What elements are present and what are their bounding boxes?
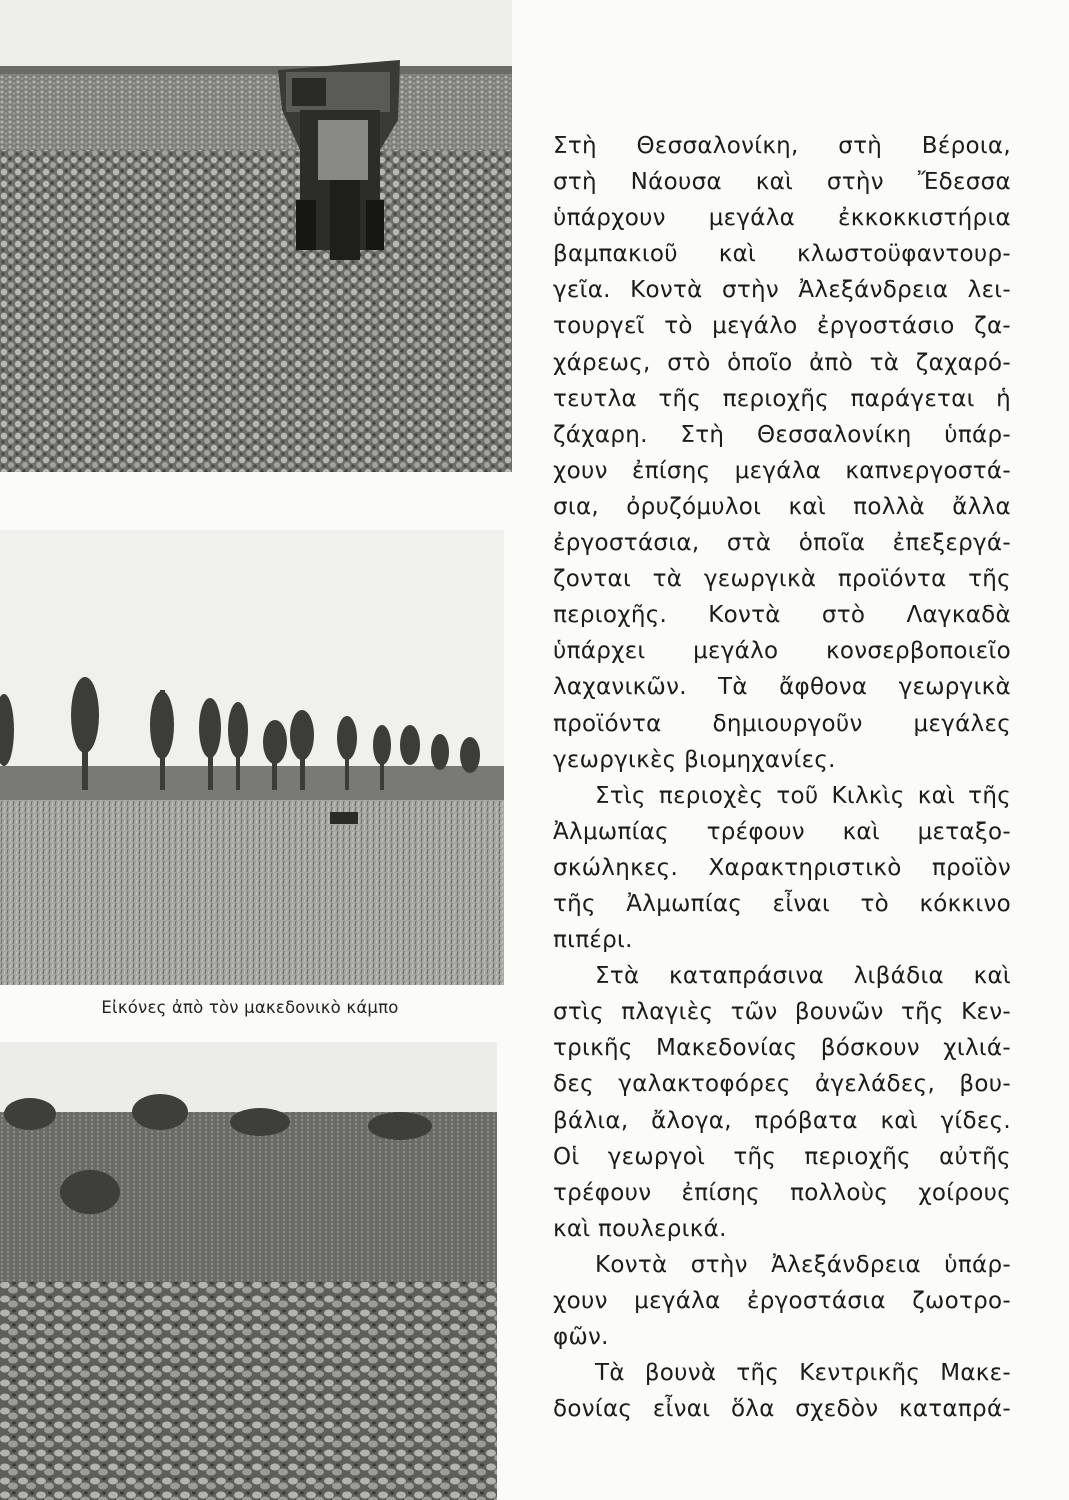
text-line: προϊόντα δημιουργοῦν μεγάλες [553, 710, 1011, 737]
text-line: Στὴ Θεσσαλονίκη, στὴ Βέροια, [553, 133, 1011, 159]
text-line: Οἱ γεωργοὶ τῆς περιοχῆς αὐτῆς [553, 1143, 1011, 1170]
text-line: χάρεως, στὸ ὁποῖο ἀπὸ τὰ ζαχαρό- [553, 349, 1011, 376]
text-line: γεωργικὲς βιομηχανίες. [553, 746, 836, 773]
text-line: δες γαλακτοφόρες ἀγελάδες, βου- [553, 1071, 1011, 1098]
photo-harvester-field [0, 0, 512, 472]
text-line: ζάχαρη. Στὴ Θεσσαλονίκη ὑπάρ- [553, 421, 1011, 448]
text-line: Στὰ καταπράσινα λιβάδια καὶ [595, 963, 1011, 990]
text-line: βαμπακιοῦ καὶ κλωστοϋφαντουρ- [553, 241, 1011, 268]
text-line: βάλια, ἄλογα, πρόβατα καὶ γίδες. [553, 1107, 1011, 1134]
text-line: Τὰ βουνὰ τῆς Κεντρικῆς Μακε- [595, 1360, 1011, 1387]
text-line: τευτλα τῆς περιοχῆς παράγεται ἡ [553, 385, 1011, 412]
paragraph [553, 128, 1011, 778]
text-line: λαχανικῶν. Τὰ ἄφθονα γεωργικὰ [553, 674, 1011, 701]
paragraph [553, 958, 1011, 1247]
photo-caption: Εἰκόνες ἀπὸ τὸν μακεδονικὸ κάμπο [101, 998, 399, 1017]
text-line: Κοντὰ στὴν Ἀλεξάνδρεια ὑπάρ- [595, 1251, 1011, 1278]
text-line: φῶν. [553, 1324, 609, 1351]
text-line: τρέφουν ἐπίσης πολλοὺς χοίρους [553, 1179, 1011, 1206]
text-line: γεῖα. Κοντὰ στὴν Ἀλεξάνδρεια λει- [553, 277, 1011, 304]
photo-tree-line-field [0, 530, 504, 985]
text-line: περιοχῆς. Κοντὰ στὸ Λαγκαδὰ [553, 602, 1011, 629]
text-line: σκώληκες. Χαρακτηριστικὸ προϊὸν [553, 854, 1011, 881]
text-line: ἐργοστάσια, στὰ ὁποῖα ἐπεξεργά- [553, 530, 1011, 557]
body-text [553, 128, 1011, 1427]
text-line: τῆς Ἀλμωπίας εἶναι τὸ κόκκινο [553, 890, 1011, 917]
paragraph [553, 778, 1011, 958]
text-line: τρικῆς Μακεδονίας βόσκουν χιλιά- [553, 1035, 1011, 1062]
text-line: ὑπάρχουν μεγάλα ἐκκοκκιστήρια [553, 205, 1011, 232]
paragraph [553, 1355, 1011, 1427]
photo-crop-field-shrubs [0, 1042, 497, 1500]
text-line: ζονται τὰ γεωργικὰ προϊόντα τῆς [553, 566, 1011, 593]
text-line: Ἀλμωπίας τρέφουν καὶ μεταξο- [553, 818, 1011, 845]
text-line: ὑπάρχει μεγάλο κονσερβοποιεῖο [553, 638, 1011, 665]
text-line: χουν μεγάλα ἐργοστάσια ζωοτρο- [553, 1288, 1011, 1314]
text-line: δονίας εἶναι ὅλα σχεδὸν καταπρά- [553, 1396, 1011, 1423]
text-line: χουν ἐπίσης μεγάλα καπνεργοστά- [553, 457, 1011, 484]
text-line: πιπέρι. [553, 927, 633, 954]
text-line: καὶ πουλερικά. [553, 1215, 727, 1242]
text-line: Στὶς περιοχὲς τοῦ Κιλκὶς καὶ τῆς [595, 782, 1011, 809]
text-line: στὶς πλαγιὲς τῶν βουνῶν τῆς Κεν- [553, 999, 1011, 1026]
paragraph [553, 1247, 1011, 1355]
text-line: τουργεῖ τὸ μεγάλο ἐργοστάσιο ζα- [553, 313, 1011, 340]
text-line: σια, ὀρυζόμυλοι καὶ πολλὰ ἄλλα [553, 493, 1011, 520]
text-line: στὴ Νάουσα καὶ στὴν Ἔδεσσα [553, 169, 1011, 196]
